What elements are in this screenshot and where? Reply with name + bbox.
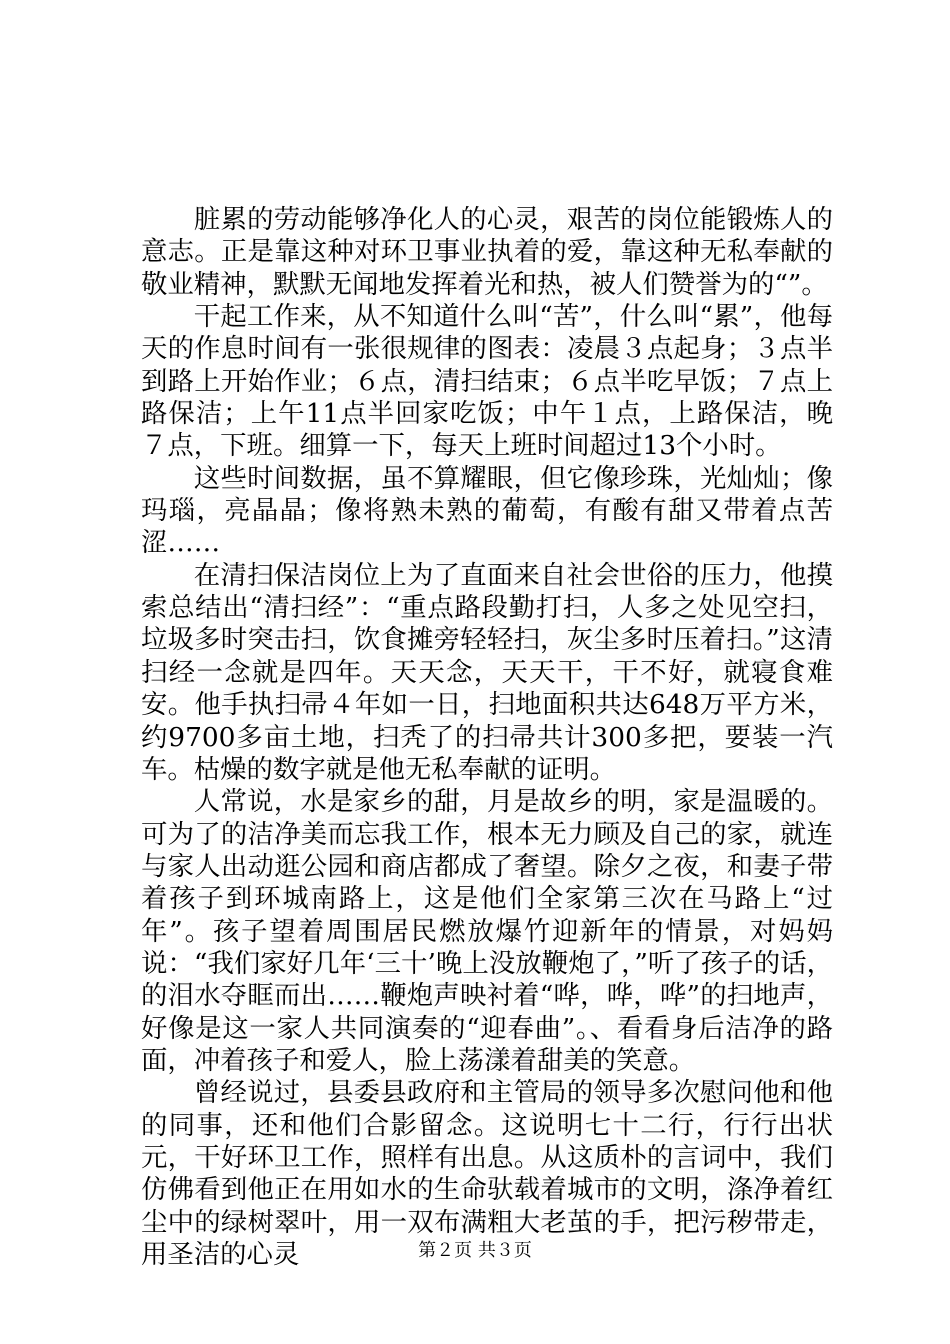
paragraph-2: 干起工作来，从不知道什么叫“苦”，什么叫“累”，他每天的作息时间有一张很规律的图表：凌晨３点起身；３点半到路上开始作业；６点，清扫结束；６点半吃早饭；７点上路保洁；上午11点半回家吃饭；中午１点，上路保洁，晚７点，下班。细算一下，每天上班时间超过13个小时。 <box>141 301 833 462</box>
paragraph-5: 人常说，水是家乡的甜，月是故乡的明，家是温暖的。可为了的洁净美而忘我工作，根本无力顾及自己的家，就连与家人出动逛公园和商店都成了奢望。除夕之夜，和妻子带着孩子到环城南路上，这是他们全家第三次在马路上“过年”。孩子望着周围居民燃放爆竹迎新年的情景，对妈妈说：“我们家好几年‘三十’晚上没放鞭炮了，”听了孩子的话，的泪水夺眶而出……鞭炮声映衬着“哗，哗，哗”的扫地声，好像是这一家人共同演奏的“迎春曲”。、看看身后洁净的路面，冲着孩子和爱人，脸上荡漾着甜美的笑意。 <box>141 786 833 1076</box>
paragraph-3: 这些时间数据，虽不算耀眼，但它像珍珠，光灿灿；像玛瑙，亮晶晶；像将熟未熟的葡萄，有酸有甜又带着点苦涩…… <box>141 462 833 559</box>
document-body <box>141 204 833 1271</box>
page-number-footer: 第２页 共３页 <box>418 1240 532 1261</box>
paragraph-6: 曾经说过，县委县政府和主管局的领导多次慰问他和他的同事，还和他们合影留念。这说明七十二行，行行出状元，干好环卫工作，照样有出息。从这质朴的言词中，我们仿佛看到他正在用如水的生命驮载着城市的文明，涤净着红尘中的绿树翠叶，用一双布满粗大老茧的手，把污秽带走，用圣洁的心灵 <box>141 1077 833 1270</box>
paragraph-4: 在清扫保洁岗位上为了直面来自社会世俗的压力，他摸索总结出“清扫经”：“重点路段勤打扫，人多之处见空扫，垃圾多时突击扫，饮食摊旁轻轻扫，灰尘多时压着扫。”这清扫经一念就是四年。天天念，天天干，干不好，就寝食难安。他手执扫帚４年如一日，扫地面积共达648万平方米，约9700多亩土地，扫秃了的扫帚共计300多把，要装一汽车。枯燥的数字就是他无私奉献的证明。 <box>141 559 833 785</box>
paragraph-1: 脏累的劳动能够净化人的心灵，艰苦的岗位能锻炼人的意志。正是靠这种对环卫事业执着的爱，靠这种无私奉献的敬业精神，默默无闻地发挥着光和热，被人们赞誉为的“”。 <box>141 204 833 300</box>
